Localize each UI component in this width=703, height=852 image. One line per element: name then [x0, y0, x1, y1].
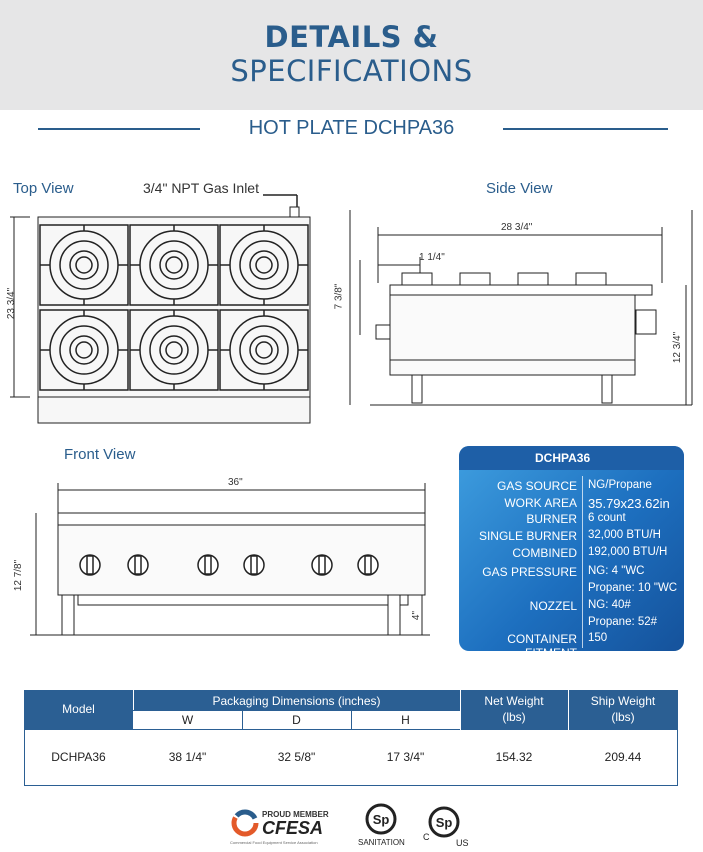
sanitation-text: SANITATION: [358, 838, 405, 847]
control-knob: [128, 555, 148, 575]
svg-text:Sp: Sp: [372, 812, 390, 827]
front-view-label: Front View: [64, 446, 136, 463]
spec-label: NOZZEL: [529, 599, 577, 613]
spec-card-title: DCHPA36: [535, 451, 591, 465]
col-w: W: [181, 713, 194, 727]
page-title-line2: SPECIFICATIONS: [230, 54, 473, 88]
c-mark-text: C: [423, 832, 430, 842]
top-view-drawing: [0, 195, 330, 435]
side-burner-height-dim: 7 3/8": [333, 283, 345, 310]
side-height-dim: 12 3/4": [672, 331, 684, 364]
spec-card-header: [459, 446, 684, 470]
svg-text:Sp: Sp: [435, 815, 453, 830]
spec-label: GAS PRESSURE: [482, 565, 577, 579]
side-offset-dim: 1 1/4": [419, 252, 445, 263]
side-view-drawing: [340, 205, 700, 415]
control-knob: [80, 555, 100, 575]
cell-model: DCHPA36: [51, 750, 106, 764]
cfesa-sub-text: Commercial Food Equipment Service Association: [230, 840, 318, 845]
front-leg-dim: 4": [411, 610, 423, 621]
side-view-label: Side View: [486, 180, 553, 197]
front-view-drawing: [20, 475, 440, 645]
spec-label: SINGLE BURNER: [478, 529, 577, 543]
cell-net: 154.32: [495, 750, 533, 764]
cell-h: 17 3/4": [386, 750, 425, 764]
spec-value: NG: 40#: [588, 599, 631, 611]
spec-card: [459, 446, 684, 660]
csa-certification-icon: [428, 806, 460, 838]
spec-value: NG: 4 "WC: [588, 565, 645, 577]
spec-value: 32,000 BTU/H: [588, 529, 661, 541]
front-height-dim: 12 7/8": [13, 559, 25, 592]
spec-value: Propane: 10 "WC: [588, 582, 678, 594]
col-ship-weight: Ship Weight: [590, 694, 656, 708]
gas-inlet-label: 3/4" NPT Gas Inlet: [143, 180, 259, 196]
spec-label: WORK AREA: [504, 496, 577, 510]
cell-ship: 209.44: [604, 750, 642, 764]
cell-d: 32 5/8": [277, 750, 316, 764]
col-d: D: [292, 713, 301, 727]
col-net-weight: Net Weight: [484, 694, 544, 708]
spec-label: COMBINED: [512, 546, 577, 560]
cell-w: 38 1/4": [168, 750, 207, 764]
spec-label: BURNER: [526, 512, 577, 526]
top-depth-dim: 23 3/4": [6, 287, 18, 320]
col-net-weight-unit: (lbs): [502, 710, 526, 724]
top-view-label: Top View: [13, 180, 74, 197]
spec-value: 150: [588, 632, 608, 644]
control-knob: [198, 555, 218, 575]
spec-value: 6 count: [588, 512, 626, 524]
spec-value: NG/Propane: [588, 479, 652, 491]
page-title-line1: DETAILS &: [264, 20, 439, 54]
spec-value: Propane: 52#: [588, 616, 658, 628]
front-width-dim: 36": [228, 477, 243, 488]
control-knob: [312, 555, 332, 575]
side-depth-dim: 28 3/4": [501, 222, 533, 233]
col-ship-weight-unit: (lbs): [611, 710, 635, 724]
col-packaging: Packaging Dimensions (inches): [212, 694, 381, 708]
spec-value: 35.79x23.62in: [588, 496, 670, 511]
spec-value: 192,000 BTU/H: [588, 546, 668, 558]
csa-sanitation-icon: [365, 803, 397, 835]
col-h: H: [401, 713, 410, 727]
cfesa-swoosh-icon: [230, 808, 260, 838]
control-knob: [244, 555, 264, 575]
us-mark-text: US: [456, 838, 469, 848]
spec-card-divider: [582, 476, 583, 648]
cfesa-logo-text: CFESA: [262, 818, 324, 838]
spec-label: GAS SOURCE: [496, 479, 577, 493]
product-title: HOT PLATE DCHPA36: [248, 117, 455, 139]
control-knob: [358, 555, 378, 575]
proud-member-text: PROUD MEMBER: [262, 810, 329, 819]
spec-label: CONTAINER FITMENT: [507, 632, 577, 660]
col-model: Model: [62, 702, 95, 716]
